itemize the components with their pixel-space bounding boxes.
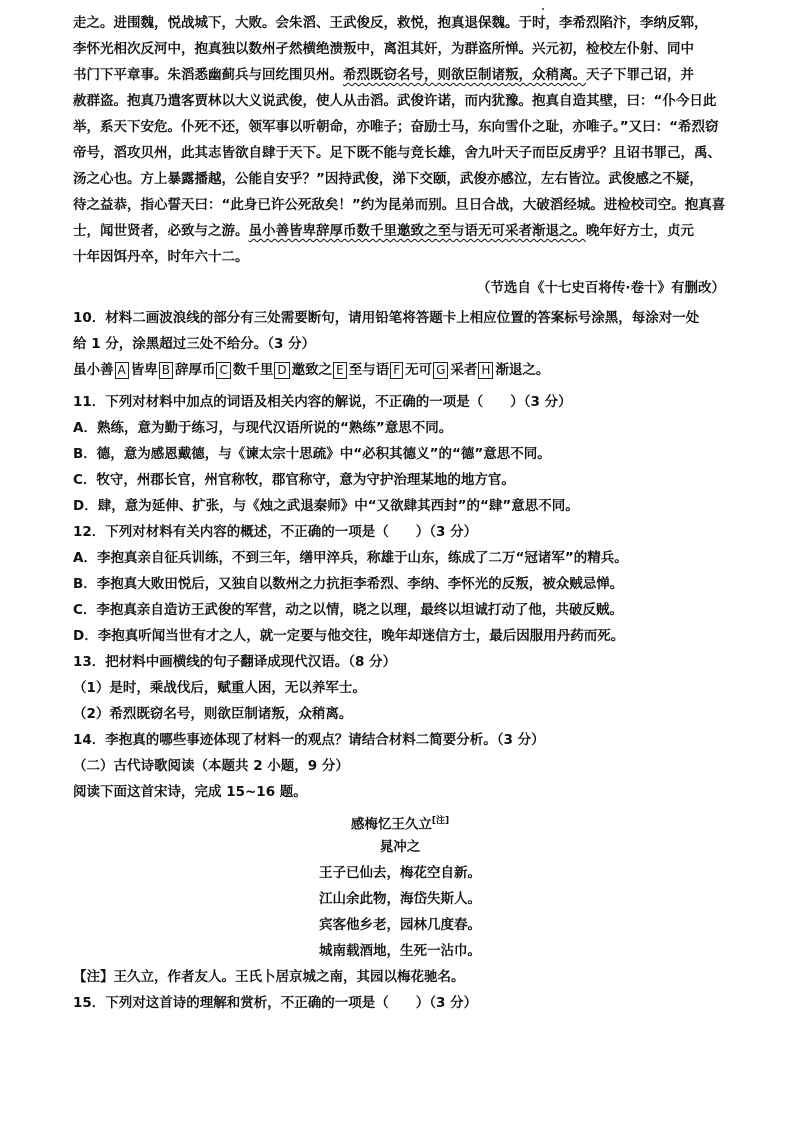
question-13-item-1: （1）是时，乘战伐后，赋重人困，无以养军士。 xyxy=(73,680,366,696)
segment: 采者 xyxy=(450,362,478,378)
segment: 虽小善 xyxy=(73,362,114,378)
underlined-sentence: 希烈既窃名号，则欲臣制诸叛，众稍离。 xyxy=(343,67,586,83)
passage-line: 待之益恭，指心誓天曰：“此身已许公死敌矣！”约为昆弟而别。旦日合战，大破滔经城。进检校司空。抱真喜 xyxy=(73,197,726,213)
answer-box-c[interactable]: C xyxy=(216,362,230,379)
segment: 皆卑 xyxy=(130,362,158,378)
poem-title: 感梅忆王久立 xyxy=(350,816,432,833)
passage-source: （节选自《十七史百将传·卷十》有删改） xyxy=(476,280,725,296)
question-11-option-a: A．熟练，意为勤于练习，与现代汉语所说的“熟练”意思不同。 xyxy=(73,420,453,436)
question-10-stem: 10．材料二画波浪线的部分有三处需要断句，请用铅笔将答题卡上相应位置的答案标号涂黑，每涂对一处 xyxy=(73,310,700,326)
poem-line: 宾客他乡老，园林几度春。 xyxy=(319,917,481,933)
question-12-stem: 12．下列对材料有关内容的概述，不正确的一项是（ ）（3 分） xyxy=(73,524,478,540)
question-10-stem-cont: 给 1 分，涂黑超过三处不给分。（3 分） xyxy=(73,336,316,352)
passage-line xyxy=(73,66,740,84)
passage-line: 举，系天下安危。仆死不还，领军事以听朝命，亦唯子；奋励士马，东向雪仆之耻，亦唯子。”又曰：“希烈窃 xyxy=(73,119,719,135)
question-15-stem: 15．下列对这首诗的理解和赏析，不正确的一项是（ ）（3 分） xyxy=(73,995,478,1011)
passage-text: 书门下平章事。朱滔悉幽蓟兵与回纥围贝州。 xyxy=(73,67,343,83)
question-12-option-c: C．李抱真亲自造访王武俊的军营，动之以情，晓之以理，最终以坦诚打动了他，共破反贼。 xyxy=(73,602,623,618)
question-12-option-d: D．李抱真听闻当世有才之人，就一定要与他交往，晚年却迷信方士，最后因服用丹药而死。 xyxy=(73,628,625,644)
answer-box-e[interactable]: E xyxy=(333,362,347,379)
poem-author: 晁冲之 xyxy=(379,839,421,855)
question-13-stem: 13．把材料中画横线的句子翻译成现代汉语。（8 分） xyxy=(73,654,397,670)
question-11-option-c: C．牧守，州郡长官，州官称牧，郡官称守，意为守护治理某地的地方官。 xyxy=(73,472,515,488)
answer-box-a[interactable]: A xyxy=(115,362,129,379)
passage-line: 赦群盗。抱真乃遣客贾林以大义说武俊，使人从击滔。武俊许诺，而内犹豫。抱真自造其壁，曰：“仆今日此 xyxy=(73,93,717,109)
segment: 至与语 xyxy=(348,362,390,378)
answer-box-b[interactable]: B xyxy=(159,362,173,379)
passage-text: 天子下罪己诏，并 xyxy=(586,67,694,83)
section-heading: （二）古代诗歌阅读（本题共 2 小题，9 分） xyxy=(73,758,349,774)
question-11-option-b: B．德，意为感恩戴德，与《谏太宗十思疏》中“必积其德义”的“德”意思不同。 xyxy=(73,446,551,462)
passage-text: 晚年好方士，贞元 xyxy=(586,223,694,239)
passage-line xyxy=(73,222,740,240)
scan-speck xyxy=(542,8,544,10)
answer-box-h[interactable]: H xyxy=(478,362,493,379)
poem-line: 王子已仙去，梅花空自新。 xyxy=(319,865,481,881)
answer-box-f[interactable]: F xyxy=(390,362,403,379)
segment: 邀致之 xyxy=(291,362,333,378)
poem-line: 江山余此物，海岱失斯人。 xyxy=(319,891,481,907)
section-instruction: 阅读下面这首宋诗，完成 15~16 题。 xyxy=(73,784,307,800)
question-12-option-a: A．李抱真亲自征兵训练，不到三年，缮甲淬兵，称雄于山东，练成了二万“冠诸军”的精兵。 xyxy=(73,550,628,566)
question-11-option-d: D．肆，意为延伸、扩张，与《烛之武退秦师》中“又欲肆其西封”的“肆”意思不同。 xyxy=(73,498,579,514)
question-12-option-b: B．李抱真大败田悦后，又独自以数州之力抗拒李希烈、李纳、李怀光的反叛，被众贼忌惮。 xyxy=(73,576,624,592)
passage-line: 李怀光相次反河中，抱真独以数州孑然横绝溃叛中，离沮其奸，为群盗所惮。兴元初，检校左仆射、同中 xyxy=(73,41,694,57)
passage-line: 帝号，滔攻贝州，此其志皆欲自肆于天下。足下既不能与竞长雄，舍九叶天子而臣反虏乎？且诏书罪己，禹、 xyxy=(73,145,721,161)
passage-line: 十年因饵丹卒，时年六十二。 xyxy=(73,249,249,265)
answer-box-d[interactable]: D xyxy=(274,362,289,379)
poem-note: 【注】王久立，作者友人。王氏卜居京城之南，其园以梅花驰名。 xyxy=(73,969,465,985)
note-marker: [注] xyxy=(431,816,450,826)
answer-box-g[interactable]: G xyxy=(433,362,448,379)
wavy-line-passage: 虽小善皆卑辞厚币数千里邀致之至与语无可采者渐退之。 xyxy=(248,223,586,239)
segment: 辞厚币 xyxy=(174,362,216,378)
segment: 渐退之。 xyxy=(495,362,550,378)
poem-line: 城南载酒地，生死一沾巾。 xyxy=(319,943,481,959)
passage-line: 走之。进围魏，悦战城下，大败。会朱滔、王武俊反，救悦，抱真退保魏。于时，李希烈陷汴，李纳反郓， xyxy=(73,15,708,31)
question-11-stem: 11．下列对材料中加点的词语及相关内容的解说，不正确的一项是（ ）（3 分） xyxy=(73,394,572,410)
segment: 数千里 xyxy=(232,362,274,378)
passage-text: 士，闻世贤者，必致与之游。 xyxy=(73,223,249,239)
passage-line: 汤之心也。方上暴露播越，公能自安乎？”因持武俊，涕下交颐，武俊亦感泣，左右皆泣。武俊感之不疑， xyxy=(73,171,703,187)
question-14-stem: 14．李抱真的哪些事迹体现了材料一的观点？请结合材料二简要分析。（3 分） xyxy=(73,732,545,748)
segment: 无可 xyxy=(405,362,433,378)
question-13-item-2: （2）希烈既窃名号，则欲臣制诸叛，众稍离。 xyxy=(73,706,353,722)
question-10-segment-line xyxy=(73,361,740,379)
poem-title-line xyxy=(0,812,800,834)
